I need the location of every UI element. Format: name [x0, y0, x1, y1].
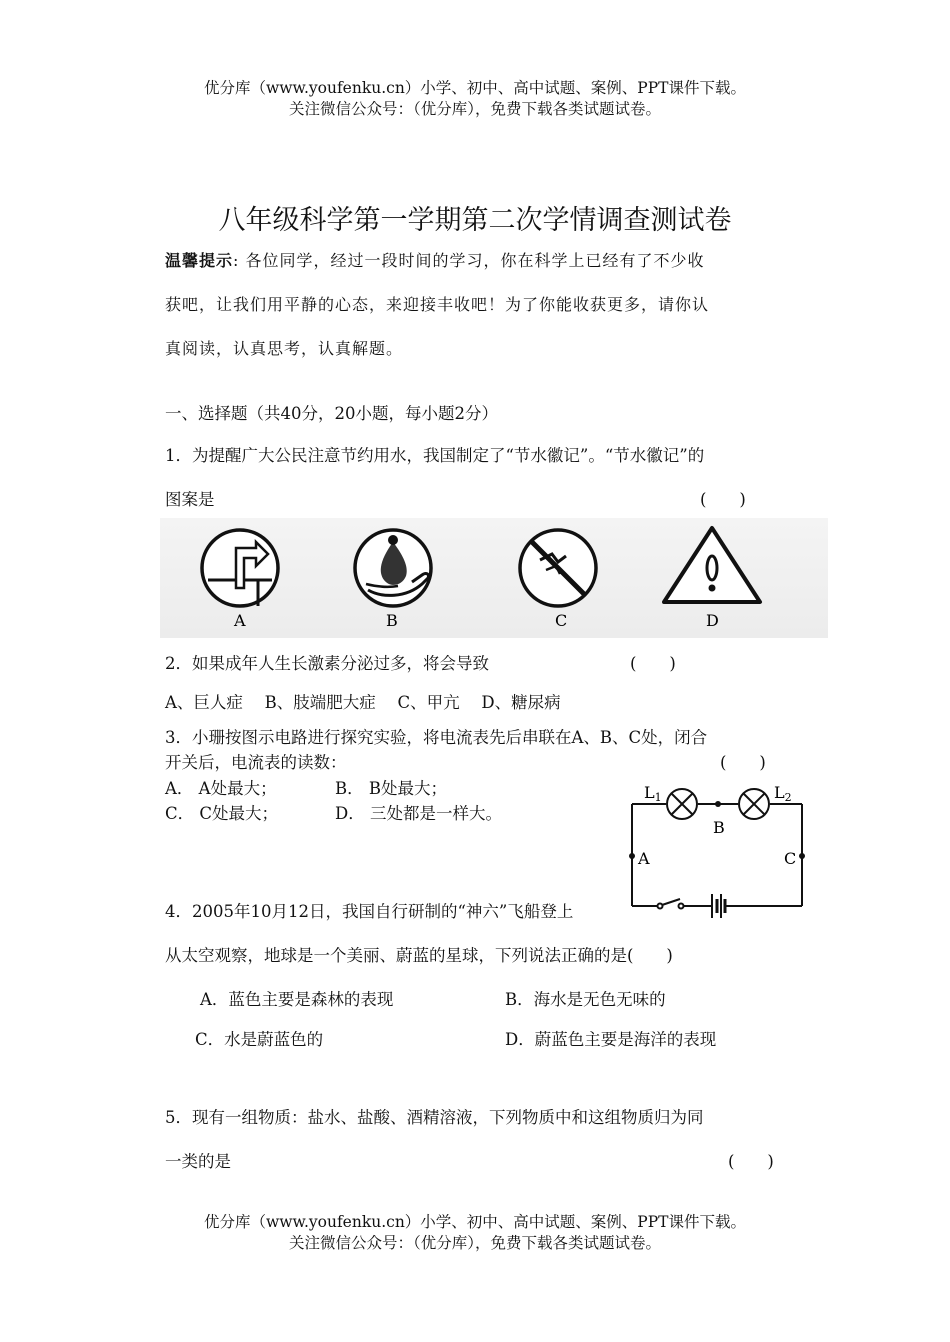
q1-icons — [160, 518, 828, 640]
footer-line-1: 优分库（www.youfenku.cn）小学、初中、高中试题、案例、PPT课件下载。 — [203, 1213, 747, 1231]
icon-label-b: B — [386, 611, 398, 630]
page-title: 八年级科学第一学期第二次学情调查测试卷 — [218, 205, 732, 236]
q3-line-2: 开关后，电流表的读数： — [165, 753, 347, 772]
switch-icon — [658, 899, 684, 909]
q2-answer-paren: ( ) — [630, 654, 676, 673]
battery-icon — [712, 894, 725, 918]
q4-option-d: D．蔚蓝色主要是海洋的表现 — [505, 1030, 717, 1049]
q5-line-1: 5．现有一组物质：盐水、盐酸、酒精溶液，下列物质中和这组物质归为同 — [165, 1108, 704, 1127]
q3-line-1: 3．小珊按图示电路进行探究实验，将电流表先后串联在A、B、C处，闭合 — [165, 728, 708, 747]
label-c: C — [784, 849, 797, 868]
icon-label-a: A — [234, 611, 246, 630]
node-c-dot — [799, 853, 805, 859]
icon-label-d: D — [706, 611, 719, 630]
q3-answer-paren: ( ) — [720, 753, 766, 772]
label-l2: L2 — [774, 783, 792, 804]
header-line-1: 优分库（www.youfenku.cn）小学、初中、高中试题、案例、PPT课件下载。 — [203, 79, 747, 97]
tip-text-1: : 各位同学，经过一段时间的学习，你在科学上已经有了不少收 — [233, 251, 705, 270]
q3-option-c: C． C处最大； — [165, 804, 278, 823]
tip-label: 温馨提示 — [165, 251, 234, 270]
tip-line-1 — [165, 248, 705, 271]
q5-answer-paren: ( ) — [728, 1152, 774, 1171]
node-b-dot — [715, 801, 721, 807]
q1-line-2: 图案是 — [165, 490, 215, 509]
lamp-l2-icon — [739, 789, 769, 819]
q2-options: A、巨人症 B、肢端肥大症 C、甲亢 D、糖尿病 — [165, 693, 561, 712]
q5-line-2: 一类的是 — [165, 1152, 231, 1171]
icon-label-c: C — [555, 611, 568, 630]
q3-option-d: D． 三处都是一样大。 — [335, 804, 502, 823]
footer-line-2: 关注微信公众号：（优分库），免费下载各类试题试卷。 — [288, 1234, 661, 1252]
q4-line-1: 4．2005年10月12日，我国自行研制的“神六”飞船登上 — [165, 902, 574, 921]
section-heading: 一、选择题（共40分，20小题，每小题2分） — [165, 404, 498, 423]
q3-option-a: A． A处最大； — [165, 779, 277, 798]
node-a-dot — [629, 853, 635, 859]
q3-option-b: B． B处最大； — [335, 779, 447, 798]
q3-circuit-diagram — [620, 778, 812, 924]
tip-line-3: 真阅读，认真思考，认真解题。 — [165, 339, 404, 358]
q1-line-1: 1．为提醒广大公民注意节约用水，我国制定了“节水徽记”。“节水徽记”的 — [165, 446, 705, 465]
q1-answer-paren: ( ) — [700, 490, 746, 509]
icon-b-hand-drop-icon — [355, 530, 431, 606]
label-l1: L1 — [644, 783, 662, 804]
q4-option-a: A．蓝色主要是森林的表现 — [200, 990, 394, 1009]
icon-d-warning-triangle-icon — [664, 528, 760, 602]
q4-option-c: C．水是蔚蓝色的 — [195, 1030, 324, 1049]
q2-stem: 2．如果成年人生长激素分泌过多，将会导致 — [165, 654, 489, 673]
q4-line-2: 从太空观察，地球是一个美丽、蔚蓝的星球，下列说法正确的是( ) — [165, 946, 673, 965]
label-b: B — [713, 818, 725, 837]
lamp-l1-icon — [667, 789, 697, 819]
tip-line-2: 获吧，让我们用平静的心态，来迎接丰收吧！为了你能收获更多，请你认 — [165, 295, 710, 314]
header-line-2: 关注微信公众号：（优分库），免费下载各类试题试卷。 — [288, 100, 661, 118]
label-a: A — [638, 849, 650, 868]
q4-option-b: B．海水是无色无味的 — [505, 990, 666, 1009]
icon-a-bent-arrow-icon — [202, 530, 278, 606]
icon-c-prohibition-icon — [520, 530, 596, 606]
